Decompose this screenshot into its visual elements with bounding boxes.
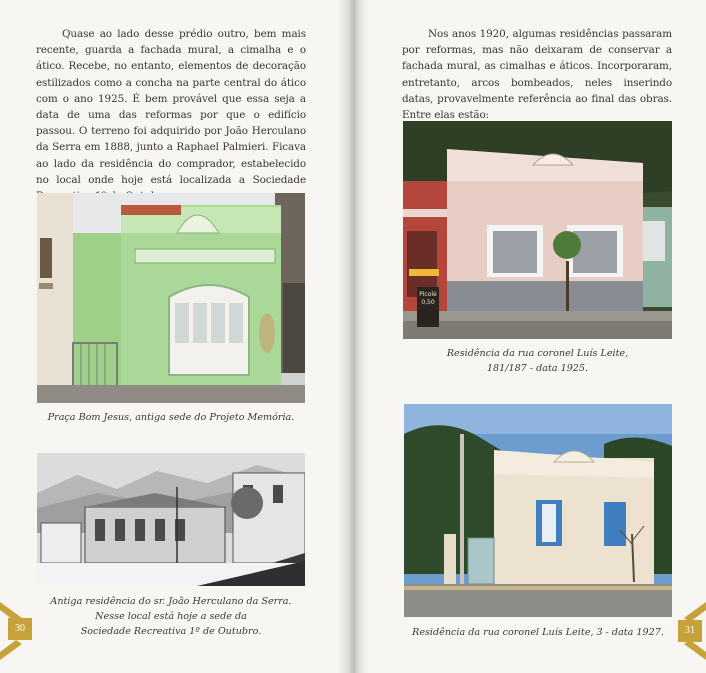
picole-sign-line-1: Picolé (419, 291, 437, 298)
photo-green-house (37, 193, 305, 403)
left-caption-2-line-3: Sociedade Recreativa 1º de Outubro. (80, 626, 262, 637)
left-page (0, 0, 350, 673)
photo-pink-house (403, 121, 672, 339)
left-caption-1: Praça Bom Jesus, antiga sede do Projeto Memória. (47, 412, 295, 423)
right-caption-2: Residência da rua coronel Luís Leite, 3 - data 1927. (412, 627, 664, 638)
right-page (356, 0, 706, 673)
left-caption-2-line-2: Nesse local está hoje a sede da (95, 611, 247, 622)
right-paragraph: Nos anos 1920, algumas residências passaram por reformas, mas não deixaram de conservar a fachada mural, as cimalhas e áticos. Incorporaram, entretanto, arcos bombeados, neles inserindo datas, provavelmente referência ao final das obras. Entre elas estão: (402, 28, 672, 122)
picole-sign-line-2: 0,50 (421, 299, 435, 306)
picole-sign (417, 291, 439, 307)
left-caption-2-line-1: Antiga residência do sr. João Herculano da Serra. (50, 596, 292, 607)
page-number-right: 31 (678, 620, 702, 642)
photo-cream-house (404, 404, 672, 617)
right-caption-1-line-1: Residência da rua coronel Luís Leite, (446, 348, 629, 359)
right-caption-1-line-2: 181/187 - data 1925. (486, 363, 589, 374)
page-number-left: 30 (8, 618, 32, 640)
book-gutter (338, 0, 368, 673)
photo-old-residence (37, 453, 305, 586)
left-paragraph: Quase ao lado desse prédio outro, bem mais recente, guarda a fachada mural, a cimalha e o ático. Recebe, no entanto, elementos de decoração estilizados como a concha na parte central do ático com o ano 1925. É bem provável que essa seja a data de uma das reformas por que o edifício passou. O terreno foi adquirido por João Herculano da Serra em 1888, junto a Raphael Palmieri. Ficava ao lado da residência do comprador, estabelecido no local onde hoje está localizada a Sociedade (36, 28, 306, 186)
